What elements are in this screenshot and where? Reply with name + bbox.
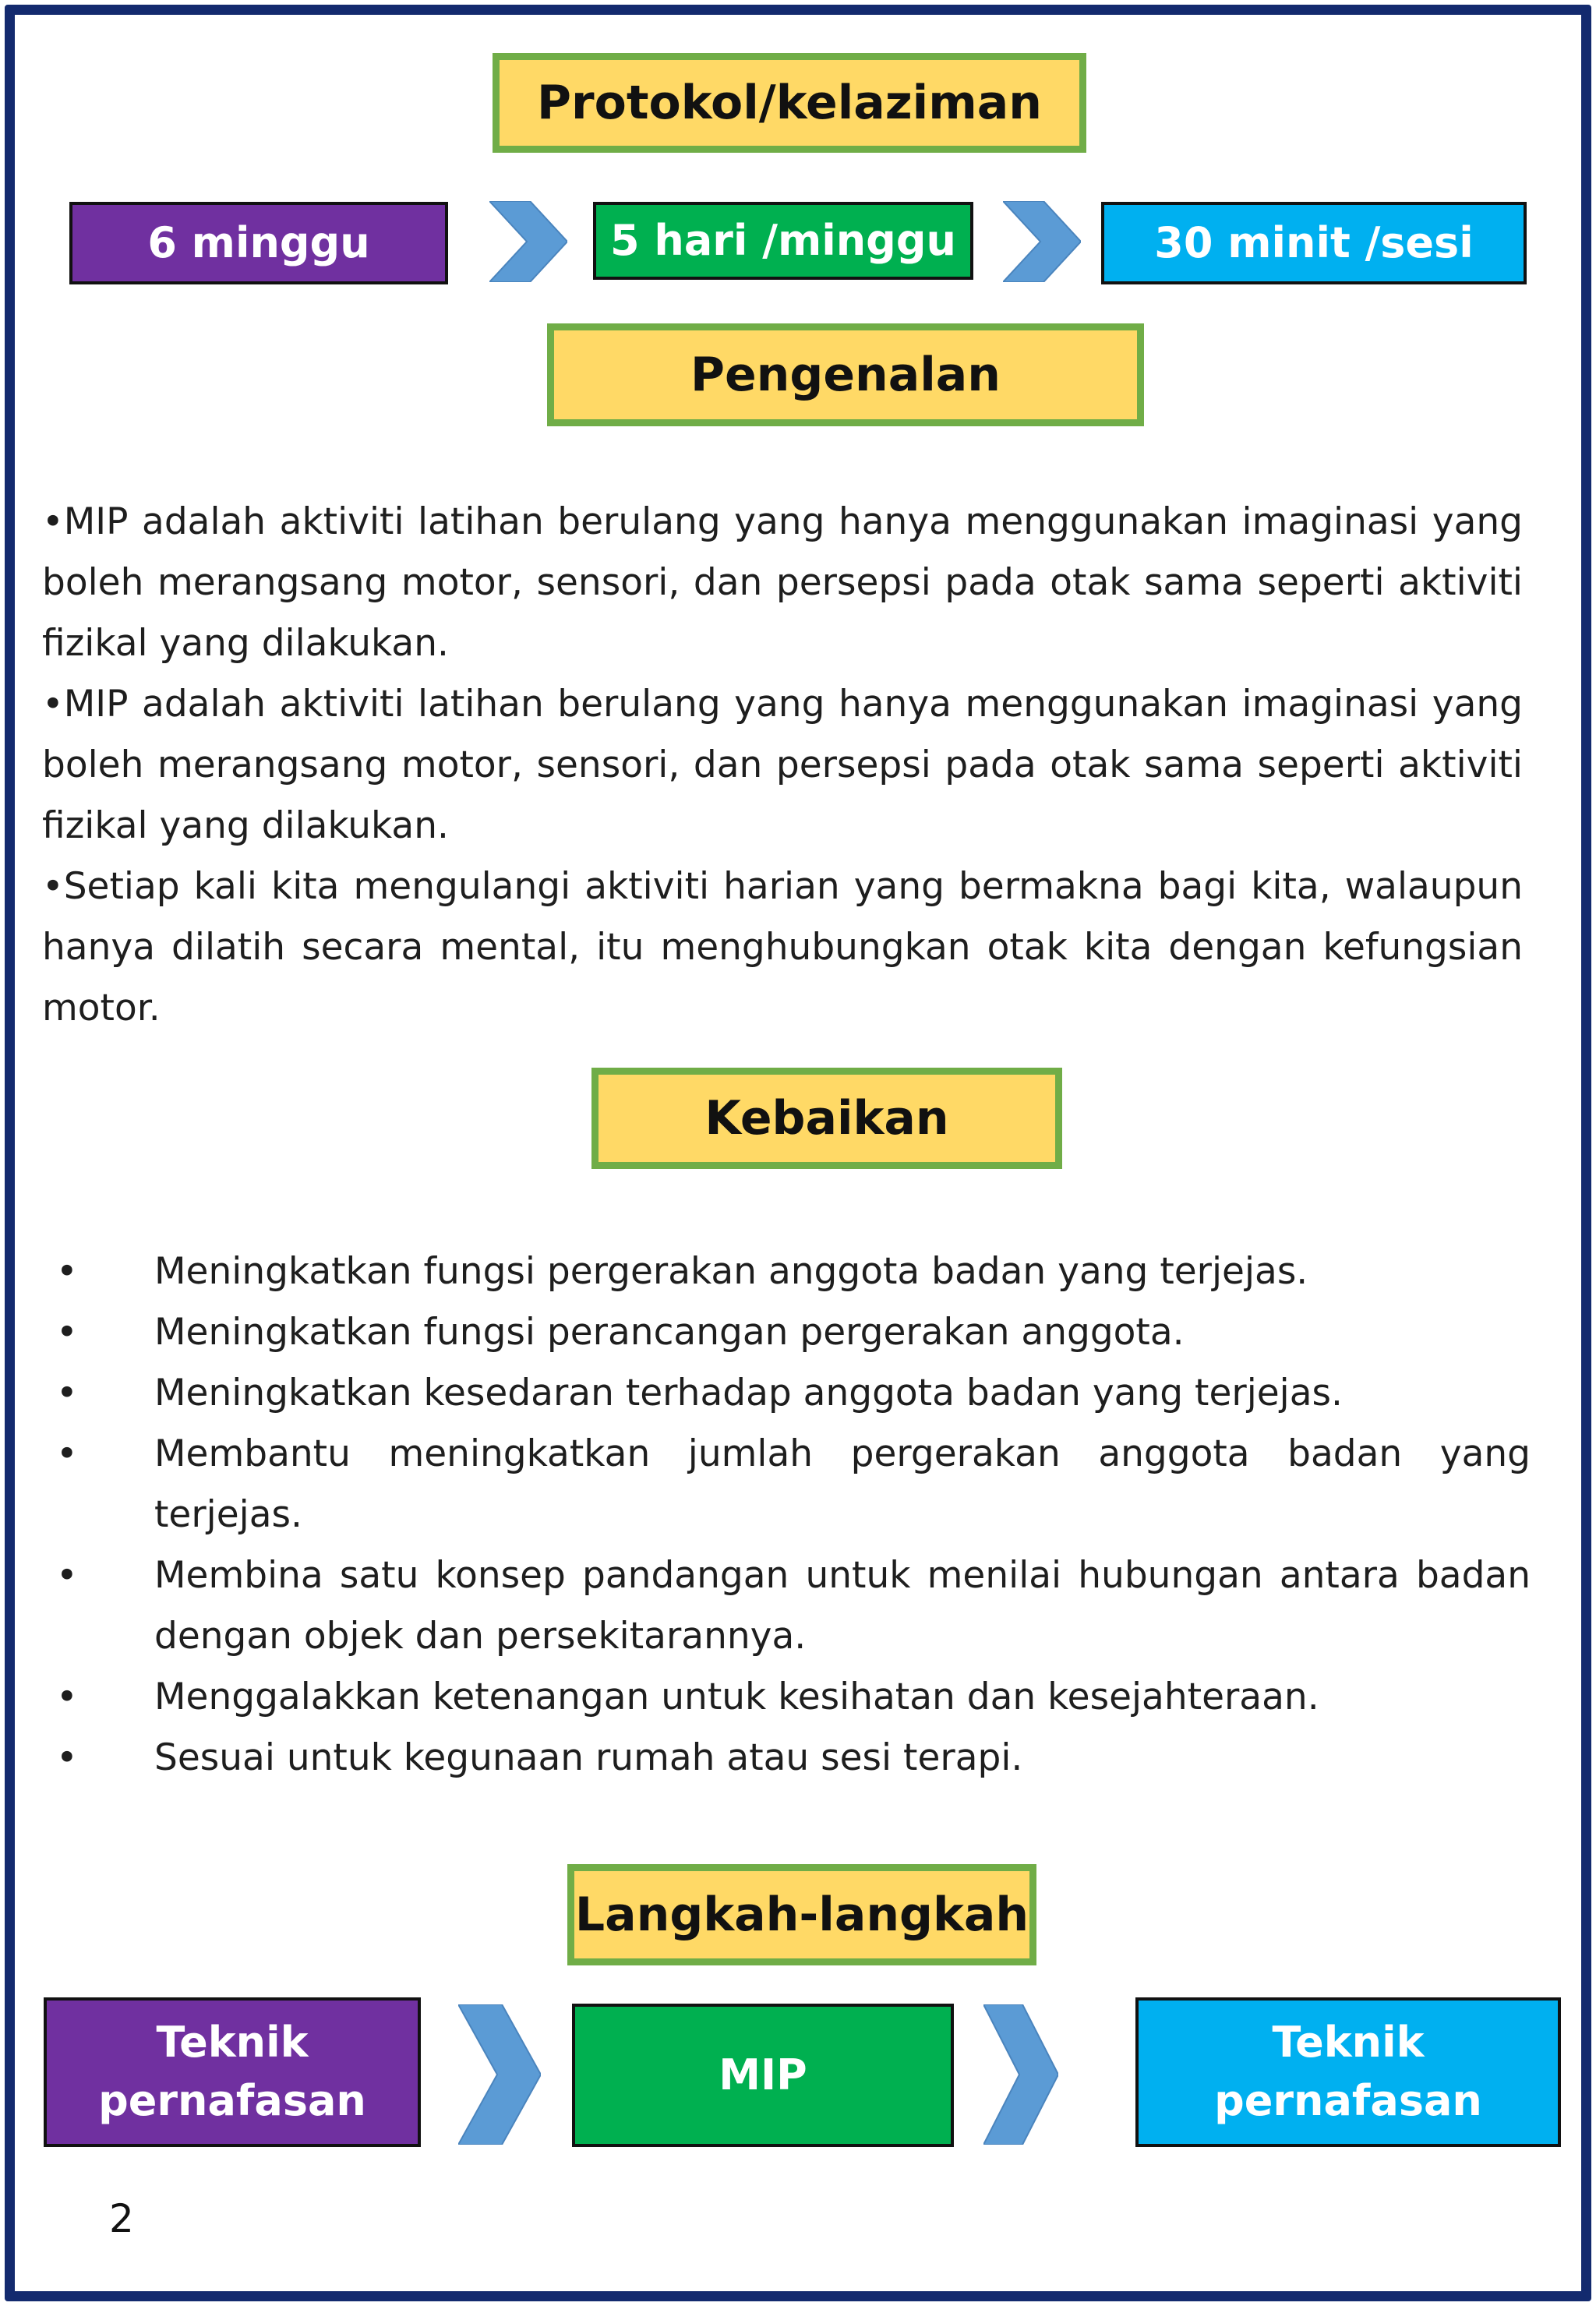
benefits-heading	[591, 1068, 1062, 1169]
protocol-heading	[493, 53, 1086, 153]
list-item: • Menggalakkan ketenangan untuk kesihatan dan kesejahteraan.	[56, 1667, 1531, 1728]
intro-paragraph: •MIP adalah aktiviti latihan berulang yang hanya menggunakan imaginasi yang boleh merangsang motor, sensori, dan persepsi pada otak sama seperti aktiviti fizikal yang dilakukan.	[42, 500, 1523, 665]
list-item: • Meningkatkan fungsi pergerakan anggota badan yang terjejas.	[56, 1241, 1531, 1302]
chevron-right-icon	[983, 2004, 1058, 2145]
benefits-list	[56, 1241, 1531, 1789]
chevron-right-icon	[458, 2004, 541, 2145]
intro-title: Pengenalan	[690, 348, 1001, 402]
step-breathing-end: Teknik pernafasan	[1135, 1997, 1561, 2147]
steps-title: Langkah-langkah	[574, 1888, 1029, 1942]
list-item: • Membina satu konsep pandangan untuk menilai hubungan antara badan dengan objek dan persekitarannya.	[56, 1545, 1531, 1667]
intro-paragraph: •MIP adalah aktiviti latihan berulang yang hanya menggunakan imaginasi yang boleh merangsang motor, sensori, dan persepsi pada otak sama seperti aktiviti fizikal yang dilakukan.	[42, 683, 1523, 847]
chevron-right-icon	[489, 201, 567, 282]
list-item: • Membantu meningkatkan jumlah pergerakan anggota badan yang terjejas.	[56, 1424, 1531, 1545]
protocol-step-weeks: 6 minggu	[69, 202, 448, 284]
step-breathing-start: Teknik pernafasan	[44, 1997, 421, 2147]
intro-paragraph: •Setiap kali kita mengulangi aktiviti harian yang bermakna bagi kita, walaupun hanya dilatih secara mental, itu menghubungkan otak kita dengan kefungsian motor.	[42, 865, 1523, 1029]
benefits-title: Kebaikan	[704, 1091, 949, 1146]
list-item: • Meningkatkan fungsi perancangan pergerakan anggota.	[56, 1302, 1531, 1363]
chevron-right-icon	[1003, 201, 1081, 282]
step-mip: MIP	[572, 2004, 954, 2147]
list-item: • Sesuai untuk kegunaan rumah atau sesi terapi.	[56, 1728, 1531, 1789]
protocol-step-minutes: 30 minit /sesi	[1101, 202, 1527, 284]
list-item: • Meningkatkan kesedaran terhadap anggota badan yang terjejas.	[56, 1363, 1531, 1424]
protocol-step-days: 5 hari /minggu	[593, 202, 973, 280]
steps-heading	[567, 1864, 1036, 1965]
intro-heading	[547, 323, 1144, 426]
protocol-title: Protokol/kelaziman	[537, 76, 1042, 130]
page-number: 2	[109, 2196, 134, 2241]
